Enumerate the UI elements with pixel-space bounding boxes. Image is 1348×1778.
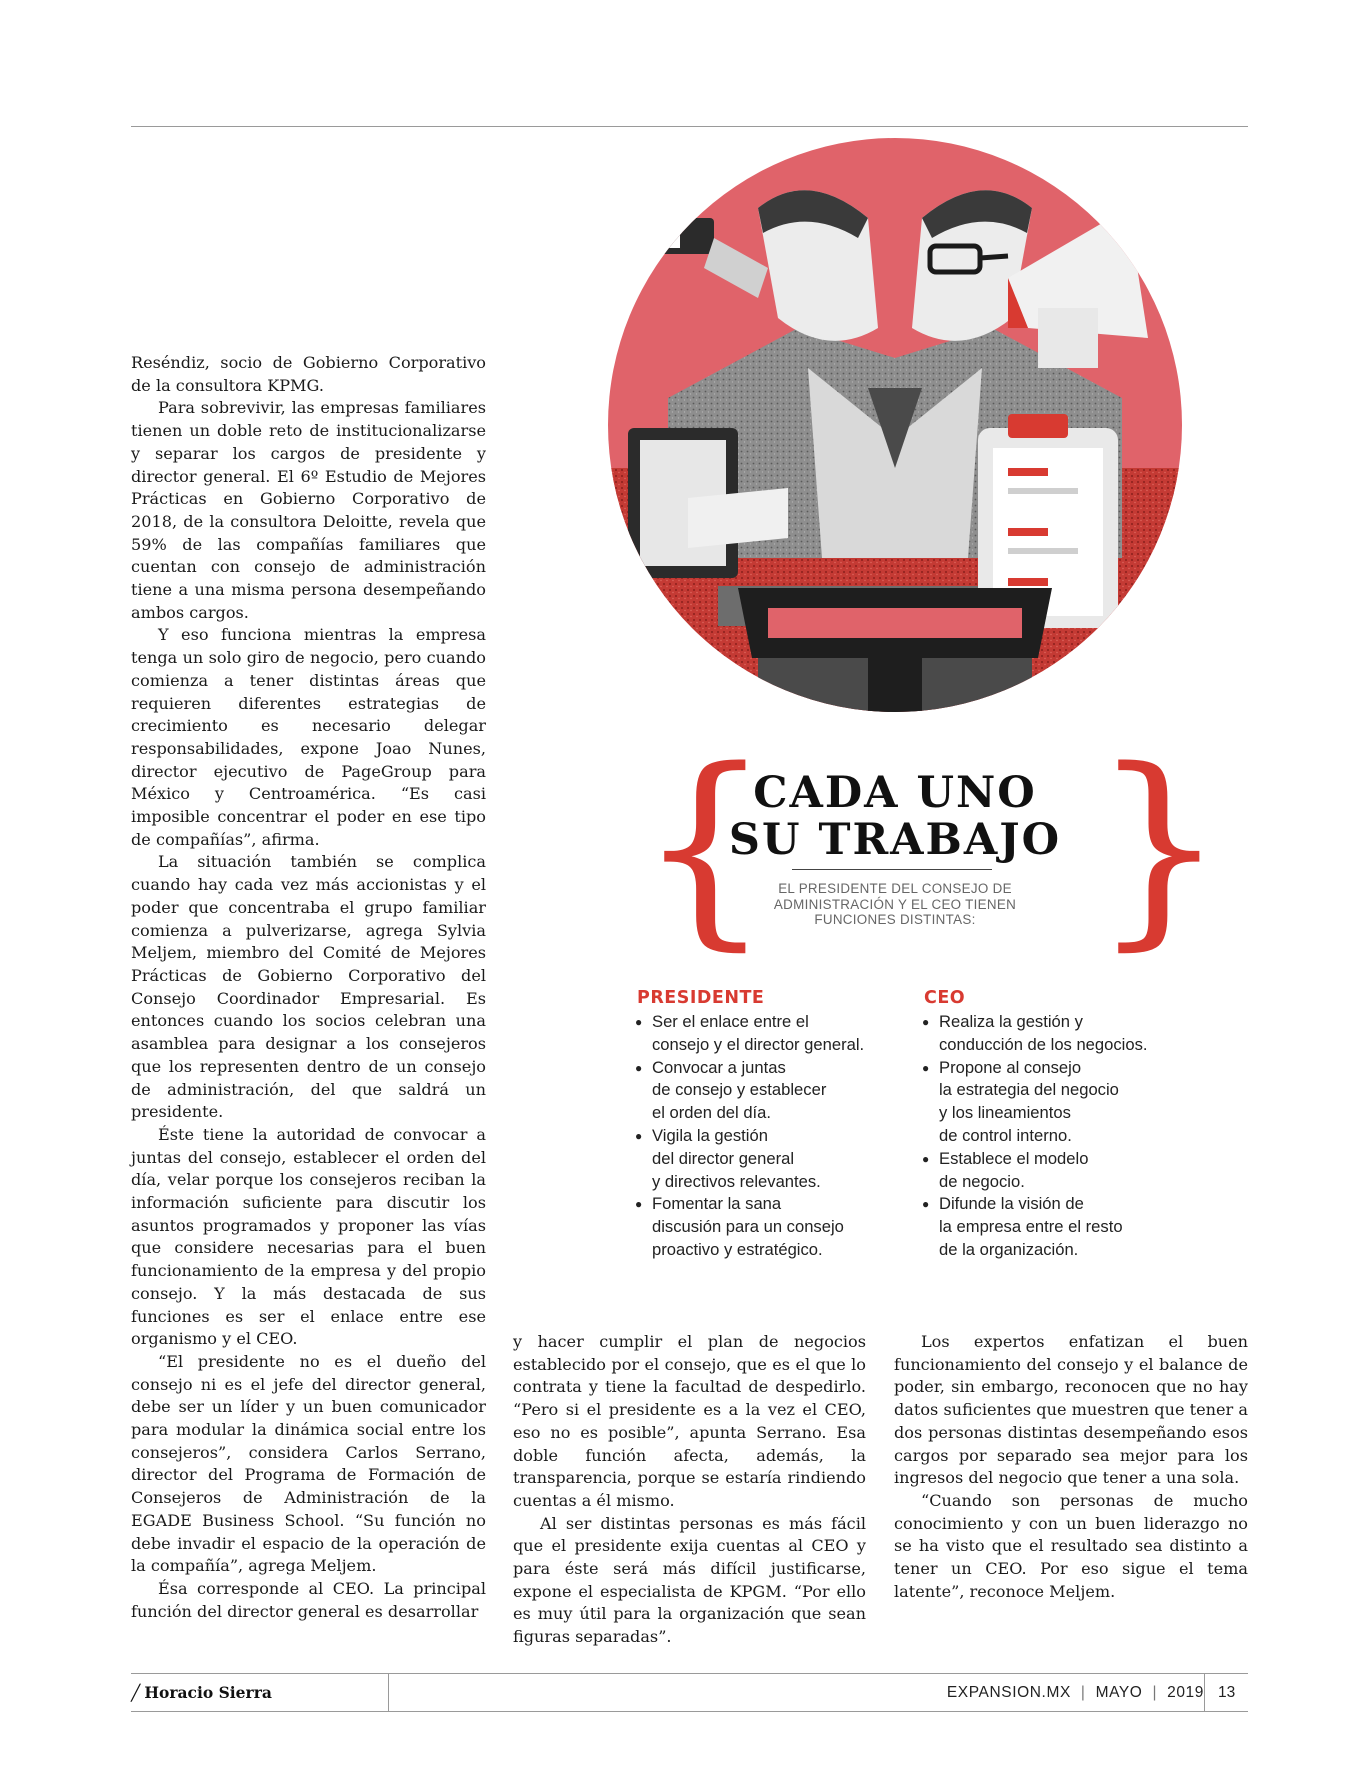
list-item: ● Vigila la gestión del director general y directivos relevantes. [635,1125,905,1193]
list-item: ● Ser el enlace entre el consejo y el director general. [635,1011,905,1057]
footer-rule-top [131,1673,1248,1674]
sidebar-deck: EL PRESIDENTE DEL CONSEJO DE ADMINISTRACIÓN Y EL CEO TIENEN FUNCIONES DISTINTAS: [773,881,1017,927]
publication-name: EXPANSION.MX [946,1684,1071,1701]
list-item: ● Realiza la gestión y conducción de los negocios. [922,1011,1222,1057]
left-brace: { [638,724,772,969]
sidebar-headline [720,770,1070,864]
pen-icon: ╱ [131,1684,141,1702]
author-name: Horacio Sierra [144,1683,272,1702]
top-rule [131,126,1248,127]
separator-1: | [1080,1684,1086,1701]
presidente-list [635,1011,905,1262]
headline-line-1: CADA UNO [753,768,1037,818]
paragraph: Al ser distintas personas es más fácil que el presidente exija cuentas al CEO y para éste será más difícil justificarse, expone el especialista de KPGM. “Por ello es muy útil para la organización que sean figuras separadas”. [513,1513,866,1647]
illustration-president-ceo [608,138,1182,712]
right-brace: } [1092,724,1226,969]
list-item: ● Convocar a juntas de consejo y establecer el orden del día. [635,1057,905,1125]
issue-month: MAYO [1095,1684,1143,1701]
paragraph: Éste tiene la autoridad de convocar a juntas del consejo, establecer el orden del día, velar porque los consejeros reciban la información suficiente para discutir los asuntos programados y proponer las vías que considere necesarias para el buen funcionamiento de la empresa y del propio consejo. Y la más destacada de sus funciones es ser el enlace entre ese organismo y el CEO. [131,1124,486,1349]
article-column-3 [894,1331,1248,1603]
article-column-2 [513,1331,866,1649]
headline-line-2: SU TRABAJO [728,815,1062,865]
footer-divider-right [1204,1673,1205,1711]
paragraph: “El presidente no es el dueño del consejo ni es el jefe del director general, debe ser un líder y un buen comunicador para modular la dinámica social entre los consejeros”, considera Carlos Serrano, director del Programa de Formación de Consejeros de Administración de la EGADE Business School. “Su función no debe invadir el espacio de la operación de la compañía”, agrega Meljem. [131,1351,486,1576]
paragraph: y hacer cumplir el plan de negocios establecido por el consejo, que es el que lo contrata y tiene la facultad de despedirlo. “Pero si el presidente es a la vez el CEO, eso no es posible”, apunta Serrano. Esa doble función afecta, además, la transparencia, porque se estaría rindiendo cuentas a él mismo. [513,1332,866,1510]
page-number: 13 [1218,1684,1236,1701]
list-item: ● Establece el modelo de negocio. [922,1148,1222,1194]
paragraph: Para sobrevivir, las empresas familiares tienen un doble reto de institucionalizarse y separar los cargos de presidente y director general. El 6º Estudio de Mejores Prácticas en Gobierno Corporativo de 2018, de la consultora Deloitte, revela que 59% de las compañías familiares que cuentan con consejo de administración tiene a una misma persona desempeñando ambos cargos. [131,398,486,622]
paragraph: La situación también se complica cuando hay cada vez más accionistas y el poder que concentraba el grupo familiar comienza a pulverizarse, agrega Sylvia Meljem, miembro del Comité de Mejores Prácticas de Gobierno Corporativo del Consejo Coordinador Empresarial. Es entonces cuando los socios celebran una asamblea para designar a los consejeros que los representen dentro de un consejo de administración, del que saldrá un presidente. [131,852,486,1122]
list-item: ● Difunde la visión de la empresa entre el resto de la organización. [922,1193,1222,1261]
paragraph: Ésa corresponde al CEO. La principal función del director general es desarrollar [131,1578,486,1621]
paragraph: “Cuando son personas de mucho conocimiento y con un buen liderazgo no se ha visto que el resultado sea distinto a tener un CEO. Por eso sigue el tema latente”, reconoce Meljem. [894,1490,1248,1601]
publication-info [947,1684,1204,1702]
paragraph: Los expertos enfatizan el buen funcionamiento del consejo y el balance de poder, sin embargo, reconocen que no hay datos suficientes que muestren que tener a dos personas distintas desempeñando esos cargos por separado sea mejor para los ingresos del negocio que tener a una sola. [894,1332,1248,1488]
list-item: ● Propone al consejo la estrategia del negocio y los lineamientos de control interno. [922,1057,1222,1148]
presidente-title: PRESIDENTE [637,988,765,1008]
article-column-1 [131,352,486,1623]
headline-rule [792,869,992,870]
paragraph: Y eso funciona mientras la empresa tenga un solo giro de negocio, pero cuando comienza a tener distintas áreas que requieren diferentes estrategias de crecimiento es necesario delegar responsabilidades, expone Joao Nunes, director ejecutivo de PageGroup para México y Centroamérica. “Es casi imposible concentrar el poder en ese tipo de compañías”, afirma. [131,625,486,849]
author-credit [131,1683,272,1702]
paragraph: Reséndiz, socio de Gobierno Corporativo de la consultora KPMG. [131,353,486,395]
separator-2: | [1152,1684,1158,1701]
ceo-title: CEO [924,988,966,1008]
ceo-list [922,1011,1222,1262]
footer-rule-bottom [131,1711,1248,1712]
issue-year: 2019 [1167,1684,1204,1701]
footer-divider-left [388,1673,389,1711]
list-item: ● Fomentar la sana discusión para un consejo proactivo y estratégico. [635,1193,905,1261]
